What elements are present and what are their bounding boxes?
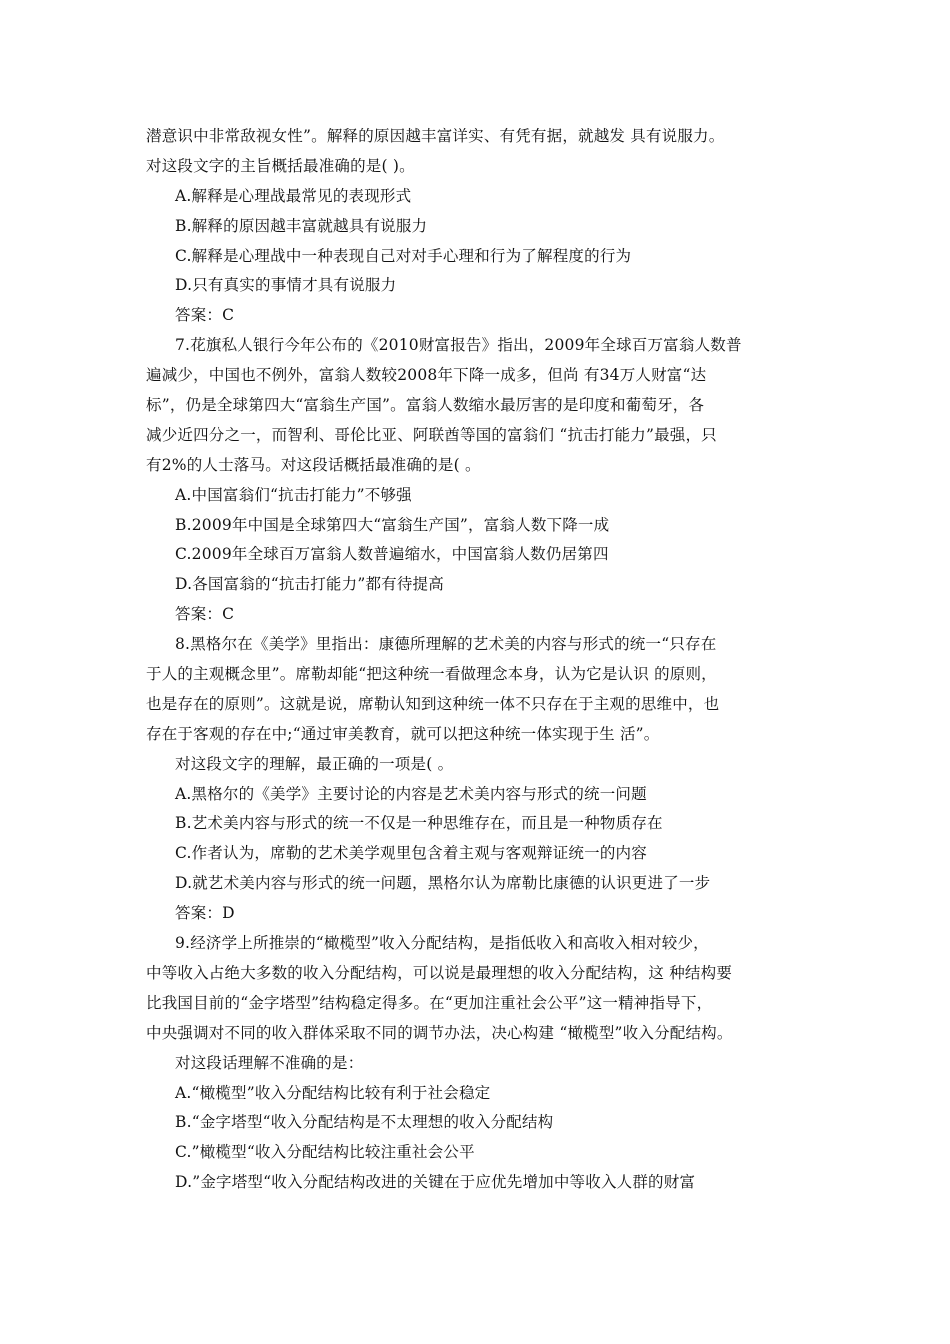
text-line: 有2%的人士落马。对这段话概括最准确的是( 。 [146, 455, 481, 474]
text-line: B.解释的原因越丰富就越具有说服力 [175, 216, 428, 235]
text-line: C.”橄榄型“收入分配结构比较注重社会公平 [175, 1143, 475, 1162]
text-line: B.2009年中国是全球第四大“富翁生产国”，富翁人数下降一成 [175, 515, 610, 534]
text-line: 对这段文字的主旨概括最准确的是( )。 [146, 156, 415, 175]
text-line: C.2009年全球百万富翁人数普遍缩水，中国富翁人数仍居第四 [175, 545, 609, 564]
text-line: B.艺术美内容与形式的统一不仅是一种思维存在，而且是一种物质存在 [175, 814, 663, 833]
text-line: C.作者认为，席勒的艺术美学观里包含着主观与客观辩证统一的内容 [175, 844, 647, 863]
text-line: 比我国目前的“金字塔型”结构稳定得多。在“更加注重社会公平”这一精神指导下， [146, 993, 713, 1012]
text-line: 答案：D [175, 904, 235, 923]
text-line: 于人的主观概念里”。席勒却能“把这种统一看做理念本身，认为它是认识 的原则， [146, 665, 717, 684]
text-line: 减少近四分之一，而智利、哥伦比亚、阿联酋等国的富翁们 “抗击打能力”最强，只 [146, 425, 717, 444]
text-line: C.解释是心理战中一种表现自己对对手心理和行为了解程度的行为 [175, 246, 632, 265]
text-line: D.”金字塔型“收入分配结构改进的关键在于应优先增加中等收入人群的财富 [175, 1173, 696, 1192]
text-line: 9.经济学上所推崇的“橄榄型”收入分配结构，是指低收入和高收入相对较少， [175, 934, 709, 953]
text-line: A.中国富翁们“抗击打能力”不够强 [175, 485, 412, 504]
text-line: A.解释是心理战最常见的表现形式 [175, 186, 412, 205]
text-line: A.“橄榄型”收入分配结构比较有利于社会稳定 [175, 1083, 491, 1102]
text-line: 中等收入占绝大多数的收入分配结构，可以说是最理想的收入分配结构，这 种结构要 [146, 963, 733, 982]
text-line: 答案：C [175, 306, 235, 325]
text-line: D.各国富翁的“抗击打能力”都有待提高 [175, 575, 444, 594]
text-line: 遍减少，中国也不例外，富翁人数较2008年下降一成多，但尚 有34万人财富“达 [146, 366, 707, 385]
text-line: 标”，仍是全球第四大“富翁生产国”。富翁人数缩水最厉害的是印度和葡萄牙，各 [146, 396, 705, 415]
text-line: 存在于客观的存在中;“通过审美教育，就可以把这种统一体实现于生 活”。 [146, 724, 660, 743]
text-line: D.只有真实的事情才具有说服力 [175, 276, 397, 295]
document-body [146, 122, 818, 1198]
text-line: 对这段文字的理解，最正确的一项是( 。 [175, 754, 454, 773]
text-line: 7.花旗私人银行今年公布的《2010财富报告》指出，2009年全球百万富翁人数普 [175, 336, 742, 355]
text-line: 也是存在的原则”。这就是说，席勒认知到这种统一体不只存在于主观的思维中，也 [146, 694, 720, 713]
text-line: 中央强调对不同的收入群体采取不同的调节办法，决心构建 “橄榄型”收入分配结构。 [146, 1023, 733, 1042]
text-line: 对这段话理解不准确的是： [175, 1053, 364, 1072]
text-line: 答案：C [175, 605, 235, 624]
text-line: 潜意识中非常敌视女性”。解释的原因越丰富详实、有凭有据，就越发 具有说服力。 [146, 127, 725, 145]
text-line: D.就艺术美内容与形式的统一问题，黑格尔认为席勒比康德的认识更进了一步 [175, 874, 711, 893]
text-line: B.“金字塔型“收入分配结构是不太理想的收入分配结构 [175, 1113, 554, 1132]
text-line: 8.黑格尔在《美学》里指出：康德所理解的艺术美的内容与形式的统一“只存在 [175, 635, 717, 654]
text-line: A.黑格尔的《美学》主要讨论的内容是艺术美内容与形式的统一问题 [175, 784, 647, 803]
